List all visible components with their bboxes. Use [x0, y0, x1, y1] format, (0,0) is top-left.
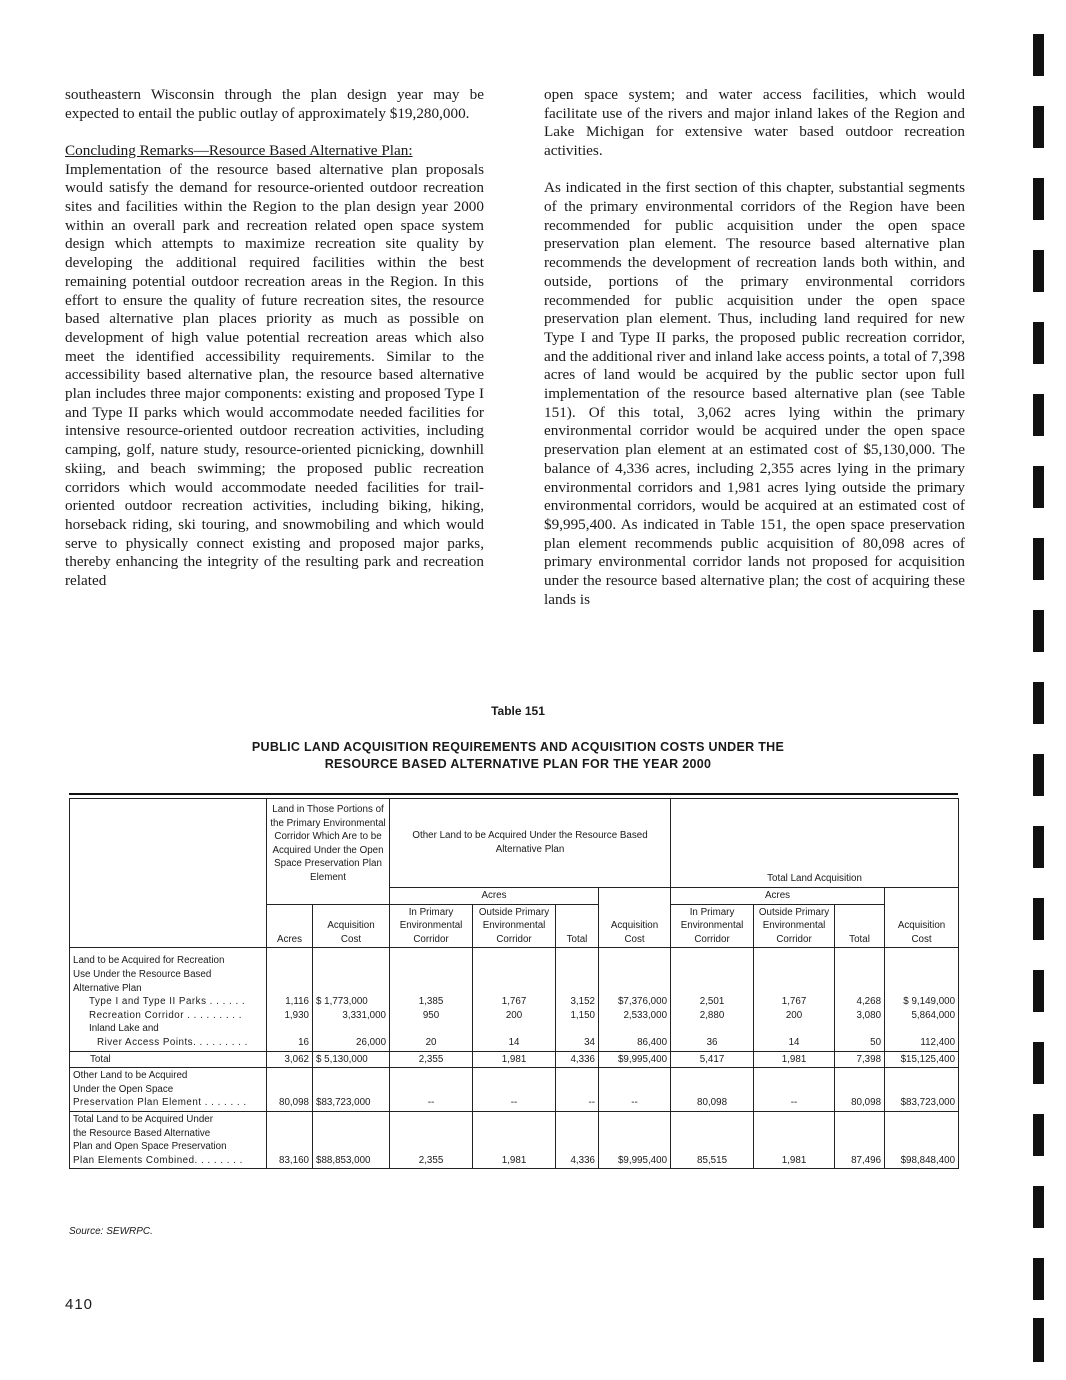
header-in-primary-total: In Primary Environmental Corridor [671, 904, 754, 948]
scan-mark [1033, 1042, 1044, 1084]
right-text-column [544, 86, 965, 609]
cell: $83,723,000 [885, 1068, 959, 1112]
data-table-container [69, 793, 958, 1169]
cell: $9,995,400 [599, 1051, 671, 1068]
cell: -- [556, 1068, 599, 1112]
table-title [200, 739, 836, 773]
cell: -- [599, 1068, 671, 1112]
cell-g3-total: 4,268 3,080 50 [835, 948, 885, 1051]
left-paragraph-1: southeastern Wisconsin through the plan design year may be expected to entail the public outlay of approximately $19,280,000. [65, 86, 484, 122]
cell-g1-cost: $ 1,773,000 3,331,000 26,000 [313, 948, 390, 1051]
header-acres-other: Acres [390, 888, 599, 905]
cell: 4,336 [556, 1111, 599, 1168]
header-acq-cost-open-space: Acquisition Cost [313, 904, 390, 948]
header-acq-cost-other: Acquisition Cost [599, 888, 671, 948]
left-text-column [65, 86, 484, 591]
cell: 80,098 [671, 1068, 754, 1112]
cell-g2-out: 1,767 200 14 [473, 948, 556, 1051]
row-label-inland-b: River Access Points. . . . . . . . . [97, 1036, 248, 1048]
header-outside-primary-other: Outside Primary Environmental Corridor [473, 904, 556, 948]
cell-g1-acres: 1,116 1,930 16 [267, 948, 313, 1051]
cell: 5,417 [671, 1051, 754, 1068]
scan-mark [1033, 1318, 1044, 1362]
scan-mark [1033, 250, 1044, 292]
row-label-inland-a: Inland Lake and [89, 1023, 159, 1035]
cell-g2-cost: $7,376,000 2,533,000 86,400 [599, 948, 671, 1051]
cell: 80,098 [835, 1068, 885, 1112]
cell: 1,981 [473, 1111, 556, 1168]
cell: -- [390, 1068, 473, 1112]
row-label-corridor: Recreation Corridor . . . . . . . . . [89, 1009, 242, 1021]
scan-mark [1033, 34, 1044, 76]
header-outside-primary-total: Outside Primary Environmental Corridor [754, 904, 835, 948]
row-label-total: Total [70, 1051, 267, 1068]
scan-mark [1033, 826, 1044, 868]
scan-mark [1033, 754, 1044, 796]
cell: 2,355 [390, 1051, 473, 1068]
header-acq-cost-total: Acquisition Cost [885, 888, 959, 948]
cell: 4,336 [556, 1051, 599, 1068]
row-label-combined: Total Land to be Acquired Under the Resource Based Alternative Plan and Open Space Preservation Plan Elements Combined. . . . . . . . [70, 1111, 267, 1168]
scan-mark [1033, 898, 1044, 940]
cell: 1,981 [473, 1051, 556, 1068]
scan-mark [1033, 1258, 1044, 1300]
cell: $83,723,000 [313, 1068, 390, 1112]
table-row-total [70, 1051, 959, 1068]
cell: 2,355 [390, 1111, 473, 1168]
scan-mark [1033, 178, 1044, 220]
header-acres-total: Acres [671, 888, 885, 905]
cell: 3,062 [267, 1051, 313, 1068]
row-label-other: Other Land to be Acquired Under the Open Space Preservation Plan Element . . . . . . . [70, 1068, 267, 1112]
scan-mark [1033, 322, 1044, 364]
table-row [70, 948, 959, 1051]
cell: -- [754, 1068, 835, 1112]
scan-mark [1033, 394, 1044, 436]
scan-mark [1033, 610, 1044, 652]
cell-g3-out: 1,767 200 14 [754, 948, 835, 1051]
row-label [70, 948, 267, 1051]
cell: 85,515 [671, 1111, 754, 1168]
cell: $ 5,130,000 [313, 1051, 390, 1068]
table-title-line-1: PUBLIC LAND ACQUISITION REQUIREMENTS AND ACQUISITION COSTS UNDER THE [251, 740, 785, 754]
scan-mark [1033, 538, 1044, 580]
scan-mark [1033, 1186, 1044, 1228]
header-group-total-land: Total Land Acquisition [671, 799, 959, 888]
table-number: Table 151 [491, 704, 545, 718]
cell-g2-total: 3,152 1,150 34 [556, 948, 599, 1051]
table-source-note: Source: SEWRPC. [69, 1226, 153, 1237]
scan-mark [1033, 106, 1044, 148]
cell: 1,981 [754, 1111, 835, 1168]
header-group-other-land: Other Land to be Acquired Under the Resource Based Alternative Plan [390, 799, 671, 888]
left-paragraph-2: Implementation of the resource based alternative plan proposals would satisfy the demand for resource-oriented outdoor recreation sites and facilities within the Region to the plan design year 2000 within an overall park and recreation related open space system design which attempts to maximize recreation site quality by developing the additional required facilities within the best remaining potential outdoor recreation areas in the Region. In this effort to ensure the quality of future recreation sites, the resource based alternative plan places priority as much as possible on development of high value potential recreation areas which also meet the identified accessibility requirements. Similar to the accessibility based alternative plan, the resource based alternative plan includes three major components: existing and proposed Type I and Type II parks which would accommodate needed facilities for intensive resource-oriented outdoor recreation activities, including camping, golf, nature study, resource-oriented picnicking, downhill skiing, and beach swimming; the proposed public recreation corridors which would accommodate needed facilities for trail-oriented outdoor recreation activities, including biking, hiking, horseback riding, ski touring, and snowmobiling and which would serve to physically connect existing and proposed major parks, thereby enhancing the integrity of the resulting park and recreation related [65, 160, 484, 590]
scan-mark [1033, 466, 1044, 508]
table-row-other-land [70, 1068, 959, 1112]
cell-g3-cost: $ 9,149,000 5,864,000 112,400 [885, 948, 959, 1051]
scan-edge-marks [1033, 0, 1049, 1380]
cell: 1,981 [754, 1051, 835, 1068]
cell: -- [473, 1068, 556, 1112]
header-row-1 [70, 799, 959, 888]
header-blank [70, 799, 267, 948]
cell: 80,098 [267, 1068, 313, 1112]
right-paragraph-2: As indicated in the first section of this chapter, substantial segments of the primary environmental corridors of the Region have been recommended for public acquisition under the open space preservation plan element. The resource based alternative plan recommends the development of recreation lands both within, and outside, portions of the primary environmental corridors recommended for public acquisition under the open space preservation plan element. Thus, including land required for new Type I and Type II parks, the proposed public recreation corridor, and the additional river and inland lake access points, a total of 7,398 acres of land would be acquired by the public sector upon full implementation of the resource based alternative plan (see Table 151). Of this total, 3,062 acres lying within the primary environmental corridor would be acquired under the open space preservation plan element at an estimated cost of $5,130,000. The balance of 4,336 acres, including 2,355 acres lying in the primary environmental corridors and 1,981 acres lying outside the primary environmental corridors, would be acquired at an estimated cost of $9,995,400. As indicated in Table 151, the open space preservation plan element recommends public acquisition of 80,098 acres of primary environmental corridor lands not proposed for acquisition under the resource based alternative plan; the cost of acquiring these lands is [544, 179, 965, 608]
header-group-open-space: Land in Those Portions of the Primary Environmental Corridor Which Are to be Acquired Under the Open Space Preservation Plan Element [267, 799, 390, 905]
table-title-line-2: RESOURCE BASED ALTERNATIVE PLAN FOR THE YEAR 2000 [324, 757, 712, 771]
data-table [69, 798, 959, 1169]
header-in-primary-other: In Primary Environmental Corridor [390, 904, 473, 948]
cell-g2-in: 1,385 950 20 [390, 948, 473, 1051]
cell: $9,995,400 [599, 1111, 671, 1168]
cell: $88,853,000 [313, 1111, 390, 1168]
section-label: Land to be Acquired for Recreation Use Under the Resource Based Alternative Plan [73, 955, 225, 994]
cell: 87,496 [835, 1111, 885, 1168]
cell-g3-in: 2,501 2,880 36 [671, 948, 754, 1051]
header-total-total: Total [835, 904, 885, 948]
cell: 83,160 [267, 1111, 313, 1168]
row-label-parks: Type I and Type II Parks . . . . . . [89, 996, 246, 1008]
cell: $98,848,400 [885, 1111, 959, 1168]
header-acres-open-space: Acres [267, 904, 313, 948]
header-total-other: Total [556, 904, 599, 948]
cell: 7,398 [835, 1051, 885, 1068]
right-paragraph-1: open space system; and water access facilities, which would facilitate use of the rivers and major inland lakes of the Region and Lake Michigan for extensive water based outdoor recreation activities. [544, 86, 965, 160]
scan-mark [1033, 970, 1044, 1012]
section-heading: Concluding Remarks—Resource Based Alternative Plan: [65, 141, 413, 159]
scan-mark [1033, 1114, 1044, 1156]
cell: $15,125,400 [885, 1051, 959, 1068]
table-row-combined [70, 1111, 959, 1168]
page-number: 410 [65, 1296, 94, 1313]
